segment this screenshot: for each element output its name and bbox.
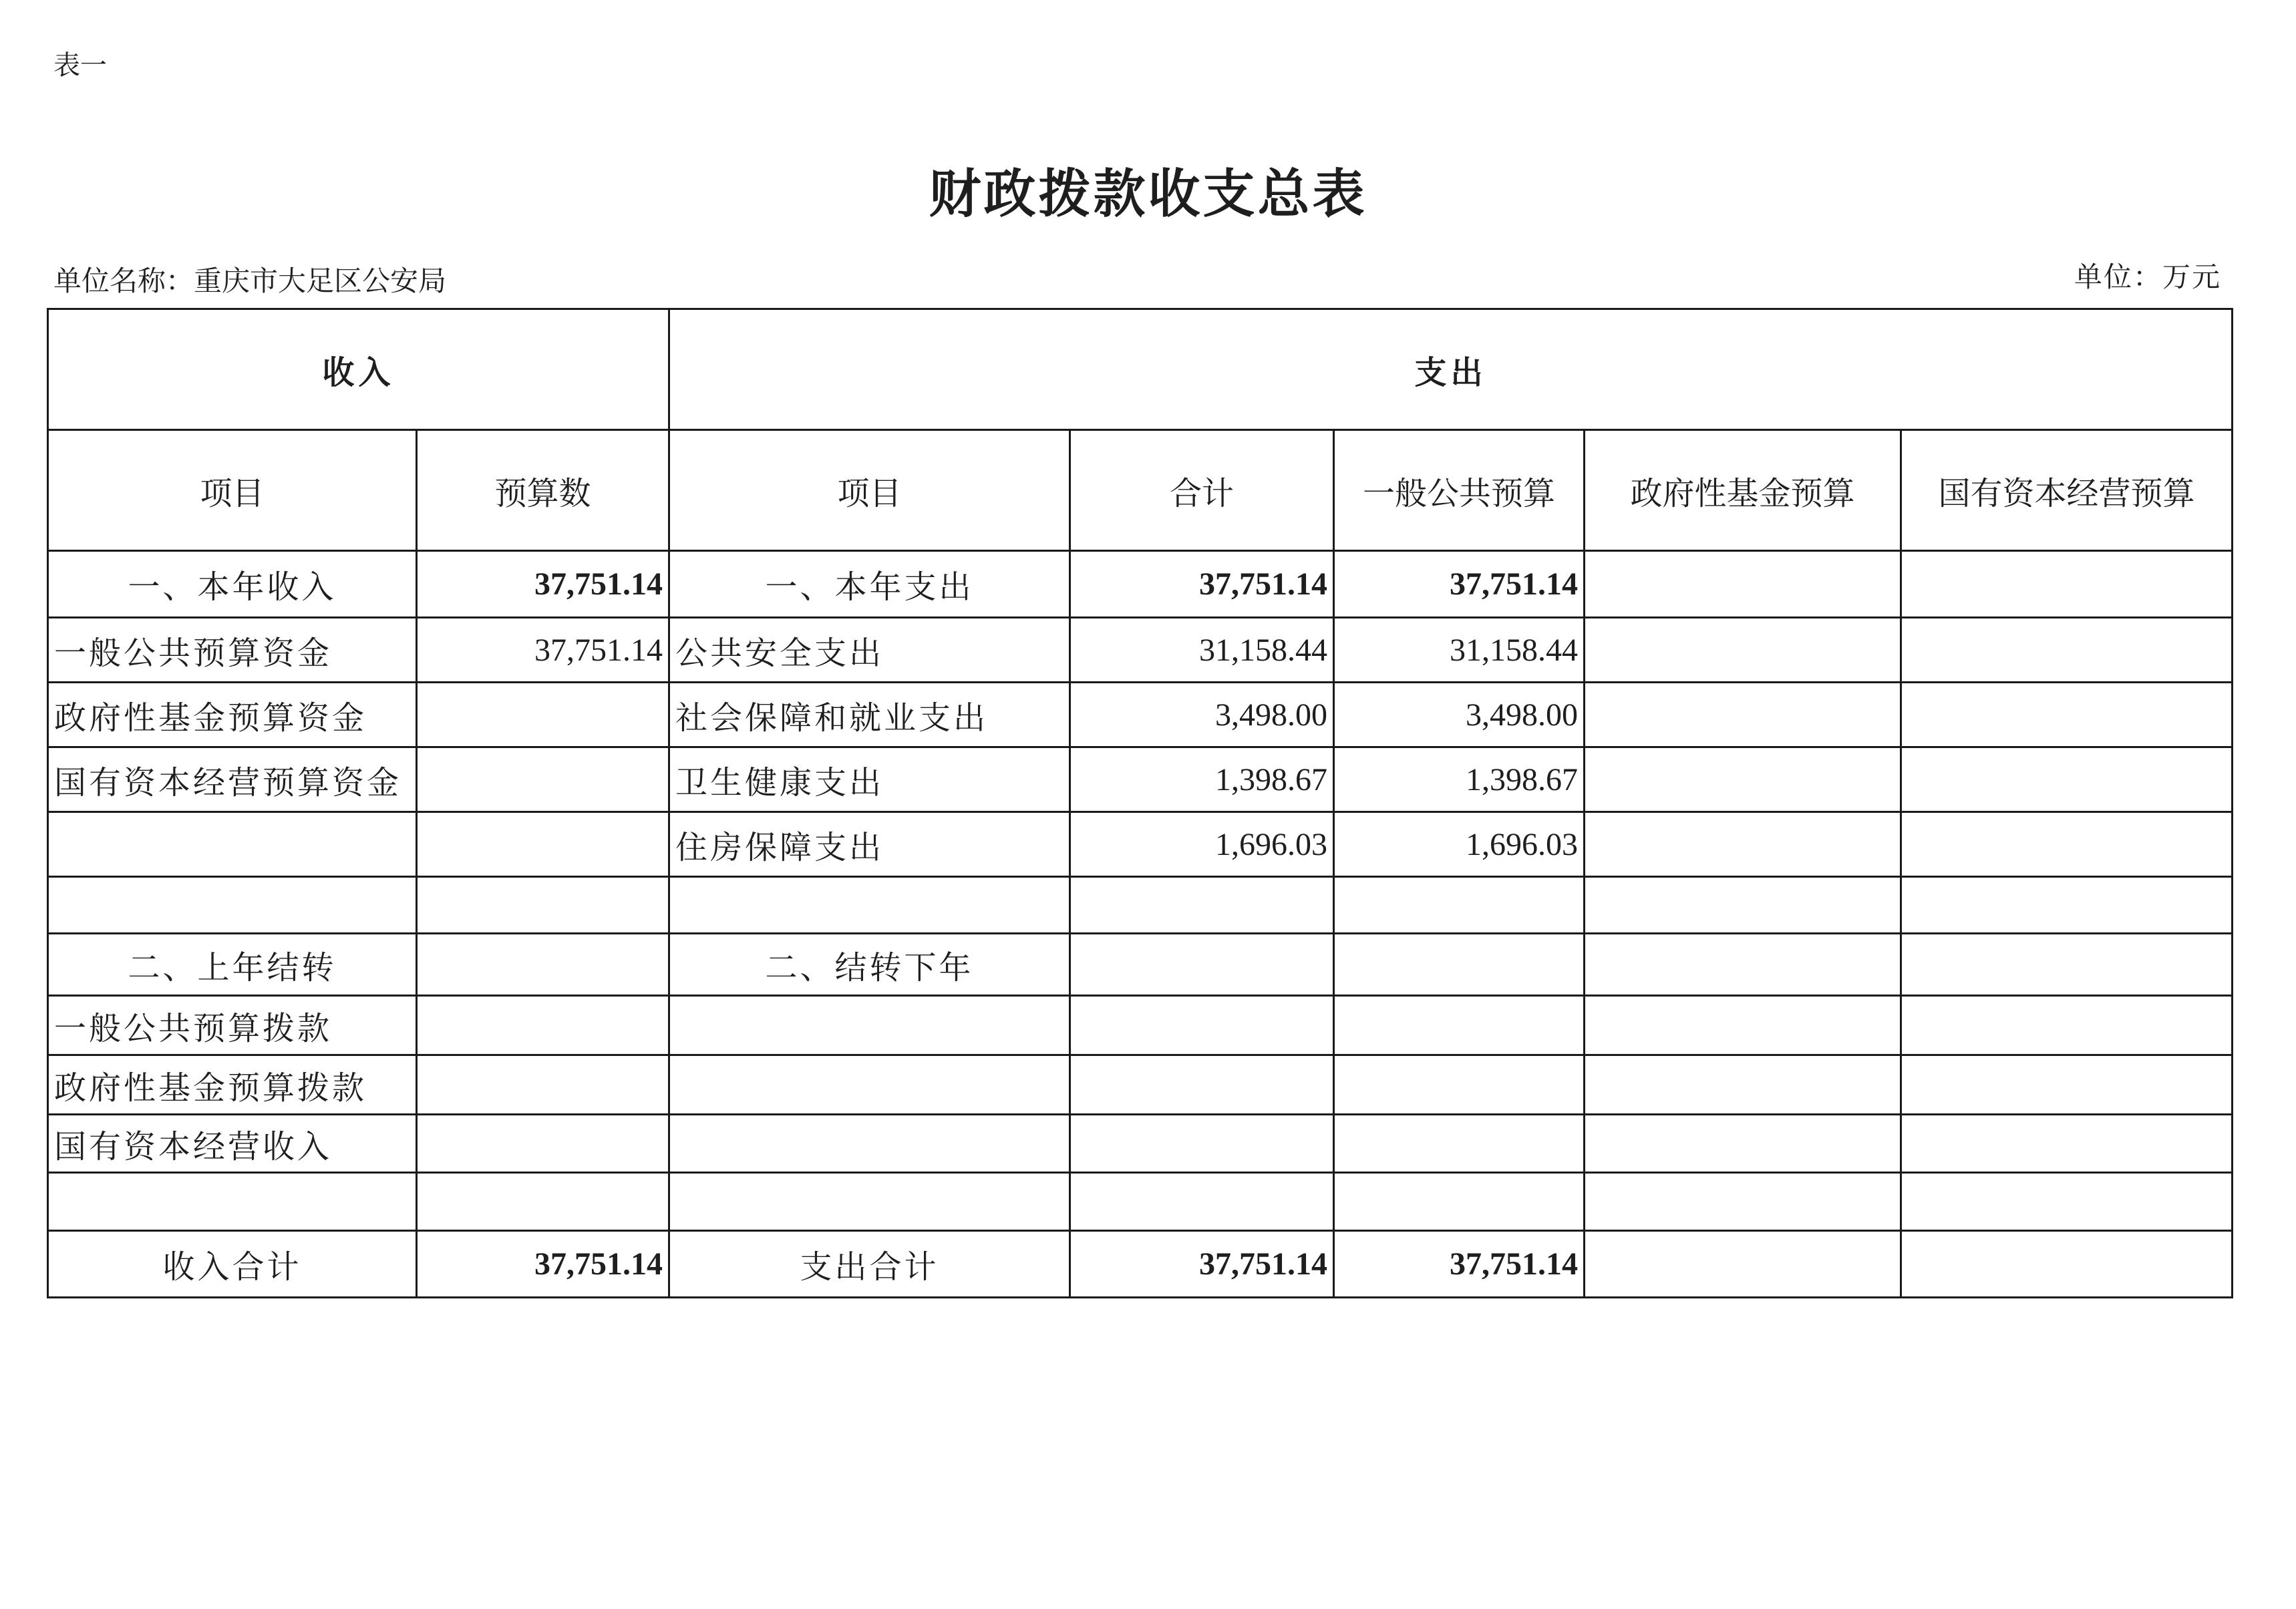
general-public-cell: 1,696.03	[1334, 812, 1585, 877]
col-income-item: 项目	[48, 430, 417, 551]
income-budget-cell	[417, 1173, 669, 1231]
state-capital-cell	[1901, 618, 2233, 683]
table-row	[48, 1173, 2233, 1231]
state-capital-cell	[1901, 1055, 2233, 1115]
state-capital-cell	[1901, 1231, 2233, 1298]
general-public-cell	[1334, 1173, 1585, 1231]
income-header: 收入	[48, 309, 669, 430]
general-public-cell: 37,751.14	[1334, 551, 1585, 618]
table-row-total	[48, 1231, 2233, 1298]
col-gov-fund: 政府性基金预算	[1585, 430, 1901, 551]
total-cell	[1070, 996, 1334, 1055]
unit-name: 单位名称：重庆市大足区公安局	[53, 264, 447, 297]
income-budget-cell: 37,751.14	[417, 551, 669, 618]
income-item-cell: 一般公共预算拨款	[48, 996, 417, 1055]
state-capital-cell	[1901, 1173, 2233, 1231]
gov-fund-cell	[1585, 812, 1901, 877]
expense-item-cell	[669, 1115, 1070, 1173]
table-row	[48, 1055, 2233, 1115]
general-public-cell: 3,498.00	[1334, 683, 1585, 747]
total-cell	[1070, 877, 1334, 934]
total-cell	[1070, 1173, 1334, 1231]
col-state-capital: 国有资本经营预算	[1901, 430, 2233, 551]
total-cell	[1070, 934, 1334, 996]
expense-item-cell: 社会保障和就业支出	[669, 683, 1070, 747]
general-public-cell: 37,751.14	[1334, 1231, 1585, 1298]
state-capital-cell	[1901, 996, 2233, 1055]
table-row	[48, 551, 2233, 618]
income-budget-cell	[417, 812, 669, 877]
general-public-cell: 1,398.67	[1334, 747, 1585, 812]
gov-fund-cell	[1585, 551, 1901, 618]
expense-item-cell: 二、结转下年	[669, 934, 1070, 996]
expense-item-cell: 公共安全支出	[669, 618, 1070, 683]
col-expense-item: 项目	[669, 430, 1070, 551]
general-public-cell	[1334, 996, 1585, 1055]
state-capital-cell	[1901, 683, 2233, 747]
income-item-cell: 一般公共预算资金	[48, 618, 417, 683]
income-item-cell: 国有资本经营收入	[48, 1115, 417, 1173]
income-budget-cell: 37,751.14	[417, 1231, 669, 1298]
income-budget-cell	[417, 683, 669, 747]
income-item-cell	[48, 812, 417, 877]
table-row	[48, 747, 2233, 812]
gov-fund-cell	[1585, 618, 1901, 683]
col-general-public: 一般公共预算	[1334, 430, 1585, 551]
expense-item-cell: 一、本年支出	[669, 551, 1070, 618]
income-budget-cell: 37,751.14	[417, 618, 669, 683]
income-budget-cell	[417, 1055, 669, 1115]
table-row	[48, 877, 2233, 934]
expense-item-cell: 卫生健康支出	[669, 747, 1070, 812]
expense-item-cell	[669, 1055, 1070, 1115]
total-cell: 1,398.67	[1070, 747, 1334, 812]
gov-fund-cell	[1585, 1231, 1901, 1298]
total-cell: 31,158.44	[1070, 618, 1334, 683]
gov-fund-cell	[1585, 683, 1901, 747]
general-public-cell	[1334, 1115, 1585, 1173]
expense-header: 支出	[669, 309, 2233, 430]
state-capital-cell	[1901, 747, 2233, 812]
table-label: 表一	[53, 50, 107, 81]
expense-item-cell: 住房保障支出	[669, 812, 1070, 877]
gov-fund-cell	[1585, 1115, 1901, 1173]
total-cell: 1,696.03	[1070, 812, 1334, 877]
income-budget-cell	[417, 934, 669, 996]
table-row	[48, 996, 2233, 1055]
state-capital-cell	[1901, 1115, 2233, 1173]
col-total: 合计	[1070, 430, 1334, 551]
income-budget-cell	[417, 996, 669, 1055]
unit-label: 单位：万元	[2074, 260, 2221, 293]
gov-fund-cell	[1585, 747, 1901, 812]
table-row	[48, 683, 2233, 747]
col-income-budget: 预算数	[417, 430, 669, 551]
state-capital-cell	[1901, 877, 2233, 934]
income-budget-cell	[417, 747, 669, 812]
budget-summary-table	[47, 308, 2233, 1298]
income-item-cell: 收入合计	[48, 1231, 417, 1298]
income-item-cell: 一、本年收入	[48, 551, 417, 618]
total-cell: 3,498.00	[1070, 683, 1334, 747]
income-item-cell	[48, 877, 417, 934]
table-row	[48, 618, 2233, 683]
general-public-cell	[1334, 934, 1585, 996]
state-capital-cell	[1901, 551, 2233, 618]
table-row	[48, 1115, 2233, 1173]
gov-fund-cell	[1585, 934, 1901, 996]
gov-fund-cell	[1585, 877, 1901, 934]
income-item-cell: 国有资本经营预算资金	[48, 747, 417, 812]
income-budget-cell	[417, 1115, 669, 1173]
state-capital-cell	[1901, 934, 2233, 996]
gov-fund-cell	[1585, 1173, 1901, 1231]
income-item-cell: 政府性基金预算拨款	[48, 1055, 417, 1115]
income-item-cell	[48, 1173, 417, 1231]
total-cell	[1070, 1055, 1334, 1115]
table-header-columns	[48, 430, 2233, 551]
gov-fund-cell	[1585, 1055, 1901, 1115]
page-title: 财政拨款收支总表	[929, 164, 1367, 224]
income-item-cell: 二、上年结转	[48, 934, 417, 996]
expense-item-cell	[669, 1173, 1070, 1231]
income-item-cell: 政府性基金预算资金	[48, 683, 417, 747]
expense-item-cell	[669, 877, 1070, 934]
gov-fund-cell	[1585, 996, 1901, 1055]
table-row	[48, 934, 2233, 996]
income-budget-cell	[417, 877, 669, 934]
total-cell: 37,751.14	[1070, 1231, 1334, 1298]
general-public-cell: 31,158.44	[1334, 618, 1585, 683]
general-public-cell	[1334, 1055, 1585, 1115]
state-capital-cell	[1901, 812, 2233, 877]
table-header-top	[48, 309, 2233, 430]
expense-item-cell	[669, 996, 1070, 1055]
total-cell	[1070, 1115, 1334, 1173]
general-public-cell	[1334, 877, 1585, 934]
table-row	[48, 812, 2233, 877]
expense-item-cell: 支出合计	[669, 1231, 1070, 1298]
total-cell: 37,751.14	[1070, 551, 1334, 618]
